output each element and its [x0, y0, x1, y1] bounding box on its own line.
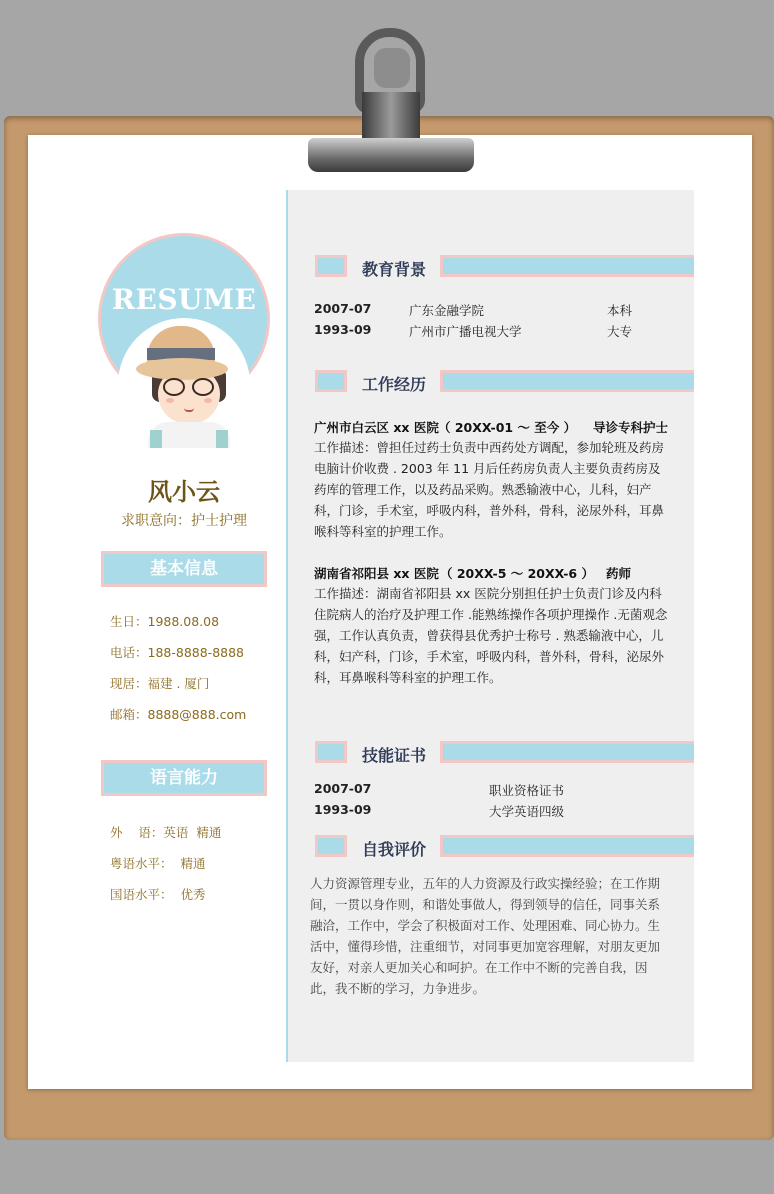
clip-body [362, 92, 420, 140]
self-eval-bar [440, 835, 694, 857]
self-eval-marker [315, 835, 347, 857]
work-marker [315, 370, 347, 392]
job-description: 工作描述：湖南省祁阳县 xx 医院分别担任护士负责门诊及内科住院病人的治疗及护理工作 .能熟练操作各项护理操作 .无菌观念强，工作认真负责，曾获得县优秀护士称号 . 熟悉输液中心，儿科，妇产科，门诊，手术室，呼吸内科，普外科，骨科，泌尿外科，耳鼻喉科等科室的护理工作。 [314, 586, 668, 685]
avatar-blush-left [166, 398, 174, 403]
avatar-hat-brim [136, 358, 228, 380]
edu-degree: 本科 [607, 303, 633, 318]
edu-degree: 大专 [607, 324, 633, 339]
resume-badge-text: RESUME [111, 283, 257, 316]
avatar-strap-right [216, 430, 228, 448]
skill-cert: 大学英语四级 [489, 804, 565, 819]
avatar-glasses-right [192, 378, 214, 396]
skills-marker [315, 741, 347, 763]
clip-ring-inner [374, 48, 410, 88]
job-role: 药师 [606, 566, 632, 581]
phone: 电话：188-8888-8888 [110, 645, 245, 660]
job-description: 工作描述：曾担任过药士负责中西药处方调配，参加轮班及药房电脑计价收费 . 2003 年 11 月后任药房负责人主要负责药房及药库的管理工作，以及药品采购。熟悉输液中心，儿科，妇产科，门诊，手术室，呼吸内科，普外科，骨科，泌尿外科，耳鼻喉科等科室的护理工作。 [314, 440, 665, 539]
clip-base [308, 138, 474, 172]
job-period: （ 20XX-01 ～ 至今 ） [438, 420, 577, 435]
skill-cert: 职业资格证书 [489, 783, 565, 798]
edu-school: 广东金融学院 [409, 303, 485, 318]
job-place: 广州市白云区 xx 医院 [314, 420, 439, 435]
job-intent: 求职意向：护士护理 [121, 513, 247, 529]
skill-date: 2007-07 [314, 781, 372, 796]
self-eval-text: 人力资源管理专业，五年的人力资源及行政实操经验；在工作期间，一贯以身作则，和谐处事做人，得到领导的信任，同事关系融洽，工作中，学会了积极面对工作、处理困难、同心协力。生活中，懂得珍惜，注重细节，对同事更加宽容理解，对朋友更加友好，对亲人更加关心和呵护。在工作中不断的完善自我，因此，我不断的学习，力争进步。 [310, 876, 661, 996]
avatar-strap-left [150, 430, 162, 448]
language-cantonese: 粤语水平： 精通 [110, 856, 206, 871]
education-marker [315, 255, 347, 277]
work-bar [440, 370, 694, 392]
avatar-glasses-left [163, 378, 185, 396]
education-bar [440, 255, 694, 277]
basic-info-heading: 基本信息 [101, 551, 267, 587]
self-eval-heading: 自我评价 [362, 840, 427, 859]
candidate-name: 风小云 [148, 478, 220, 506]
language-mandarin: 国语水平： 优秀 [110, 887, 206, 902]
language-foreign: 外 语：英语 精通 [110, 825, 222, 840]
skills-heading: 技能证书 [362, 746, 427, 765]
job-role: 导诊专科护士 [593, 420, 669, 435]
skills-bar [440, 741, 694, 763]
edu-date: 2007-07 [314, 301, 372, 316]
education-heading: 教育背景 [362, 260, 427, 279]
job-period: （ 20XX-5 ～ 20XX-6 ） [440, 566, 594, 581]
language-heading: 语言能力 [101, 760, 267, 796]
job-place: 湖南省祁阳县 xx 医院 [314, 566, 439, 581]
edu-school: 广州市广播电视大学 [409, 324, 522, 339]
work-heading: 工作经历 [362, 375, 427, 394]
birthday: 生日：1988.08.08 [110, 614, 220, 629]
skill-date: 1993-09 [314, 802, 372, 817]
residence: 现居：福建 . 厦门 [110, 676, 210, 691]
edu-date: 1993-09 [314, 322, 372, 337]
email: 邮箱：8888@888.com [110, 707, 247, 722]
avatar-blush-right [204, 398, 212, 403]
